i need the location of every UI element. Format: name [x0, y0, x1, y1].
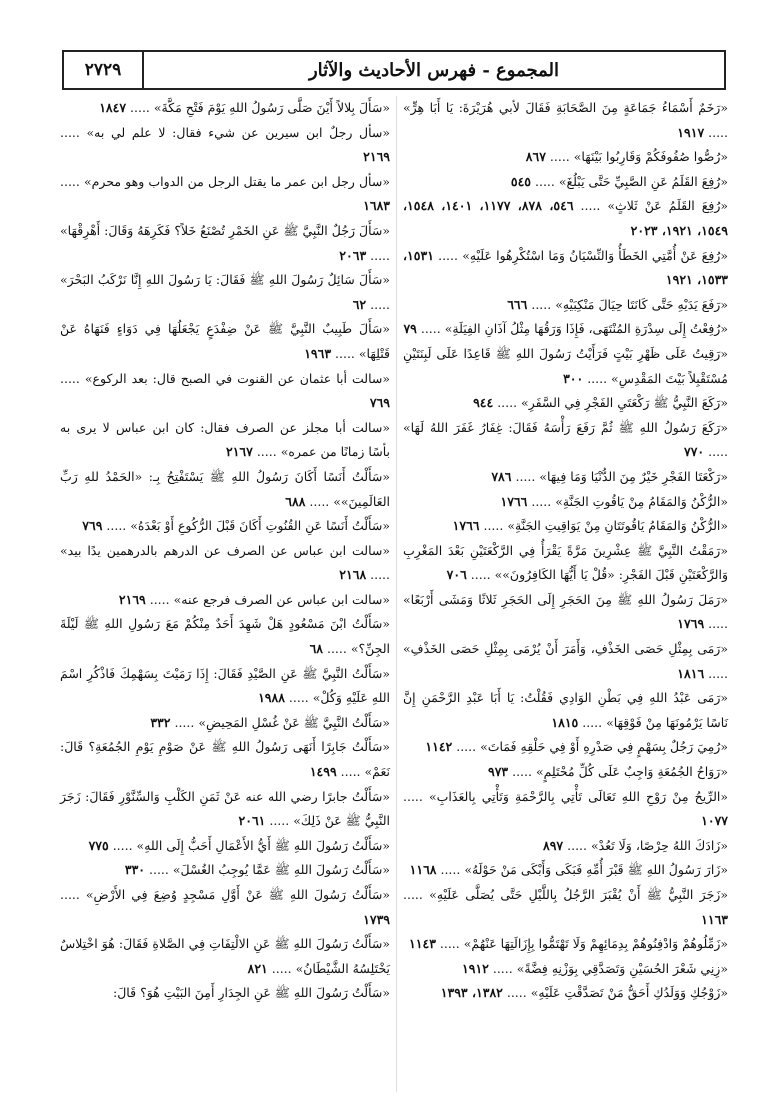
leader-dots: .....	[265, 813, 294, 829]
index-entry	[403, 145, 728, 170]
leader-dots: .....	[403, 788, 429, 804]
leader-dots: .....	[466, 567, 495, 583]
entry-text: «سَأَلْتُ أَنَسًا عَنِ القُنُوتِ أَكَانَ قَبْلَ الرُّكُوعِ أَوْ بَعْدَهُ»	[130, 518, 390, 534]
entry-text: «زِنِي شَعْرَ الحُسَيْنِ وَتَصَدَّقِي بِوَزْنِهِ فِضَّةً»	[516, 960, 728, 976]
entry-text: «رُفِعَ القَلَمُ عَنْ ثَلاثٍ»	[607, 198, 729, 214]
leader-dots: .....	[704, 616, 728, 632]
entry-reference: ٣٠٠	[563, 370, 584, 386]
entry-reference: ١٧٦٦	[500, 493, 528, 509]
leader-dots: .....	[508, 764, 536, 780]
entry-reference: ١٥٣١، ١٥٣٣، ١٩٢١	[403, 247, 728, 288]
leader-dots: .....	[323, 641, 351, 657]
index-entry	[403, 416, 728, 465]
leader-dots: .....	[267, 960, 296, 976]
leader-dots: .....	[527, 296, 556, 312]
leader-dots: .....	[704, 444, 728, 460]
leader-dots: .....	[479, 518, 508, 534]
entry-text: «سَأَلْتُ جَابِرًا أَنَهَى رَسُولُ اللهِ ﷺ عَنْ صَوْمِ يَوْمِ الجُمُعَةِ؟ قَالَ: نَعَمْ»	[60, 739, 390, 780]
entry-reference: ٧٧٥	[88, 837, 109, 853]
entry-reference: ١٤٩٩	[309, 764, 337, 780]
entry-text: «رَقِيتُ عَلَى ظَهْرِ بَيْتٍ فَرَأَيْتُ رَسُولَ اللهِ ﷺ قَاعِدًا عَلَى لَبِنَتَيْنِ مُسْتَقْبِلاً بَيْتَ المَقْدِسِ»	[403, 345, 728, 386]
entry-text: «سَأَلْتُ جابرًا رضي الله عنه عَنْ ثَمَنِ الكَلْبِ وَالسِّنَّوْرِ فَقَالَ: زَجَرَ النَّبِيُّ ﷺ عَنْ ذَلِكَ»	[60, 788, 390, 829]
entry-reference: ٧٦٩	[369, 395, 390, 411]
entry-text: «سأل رجل ابن عمر ما يقتل الرجل من الدواب وهو محرم»	[84, 173, 390, 189]
entry-reference: ٩٤٤	[473, 395, 494, 411]
entry-reference: ١٩٨٨	[258, 690, 285, 706]
entry-text: «زَمِّلُوهُمْ وَادْفِنُوهُمْ بِدِمَائِهِمْ وَلَا تَهْتَمُّوا بِإِزَالَتِهَا عَنْهُمْ»	[463, 936, 728, 952]
page-header	[62, 50, 726, 90]
index-entry	[403, 735, 728, 760]
entry-reference: ٧٦٩	[82, 518, 103, 534]
leader-dots: .....	[336, 764, 365, 780]
entry-reference: ٥٤٥	[510, 173, 532, 189]
index-entry	[60, 711, 390, 736]
leader-dots: .....	[60, 370, 85, 386]
index-entry	[60, 465, 390, 514]
index-entry	[403, 342, 728, 391]
entry-reference: ٨٦٧	[525, 149, 546, 165]
column-divider	[396, 96, 397, 1092]
leader-dots: .....	[145, 591, 174, 607]
index-entry	[403, 391, 728, 416]
leader-dots: .....	[60, 173, 84, 189]
index-entry	[403, 834, 728, 859]
index-entry	[403, 244, 728, 293]
leader-dots: .....	[126, 100, 154, 115]
index-entry	[403, 194, 728, 243]
leader-dots: .....	[433, 247, 463, 263]
leader-dots: .....	[435, 936, 464, 952]
entry-text: «رُصُّوا صُفُوفَكُمْ وَقَارِبُوا بَيْنَهَا»	[573, 149, 728, 165]
index-entry	[60, 416, 390, 465]
entry-text: «سَأَلْتُ رَسُولَ اللهِ ﷺ عَمَّا يُوجِبُ الغُسْلَ»	[172, 862, 390, 878]
entry-reference: ٧٠٦	[446, 567, 467, 583]
index-entry	[60, 514, 390, 539]
entry-text: «زَارَ رَسُولُ اللهِ ﷺ قَبْرَ أُمِّهِ فَبَكَى وَأَبْكَى مَنْ حَوْلَهُ»	[464, 862, 728, 878]
index-entry	[60, 121, 390, 170]
entry-reference: ٨٩٧	[543, 837, 564, 853]
leader-dots: .....	[366, 296, 390, 312]
entry-text: «سَأَلْتُ النَّبِيَّ ﷺ عَنِ الصَّيْدِ فَقَالَ: إِذَا رَمَيْتَ بِسَهْمِكَ فَاذْكُرِ اسْمَ اللهِ عَلَيْهِ وَكُلْ»	[60, 665, 390, 706]
entry-text: «سالت ابن عباس عن الصرف عن الدرهم بالدرهمين يدًا بيد»	[60, 542, 390, 558]
index-entry	[60, 858, 390, 883]
entry-text: «رُمِيَ رَجُلٌ بِسَهْمٍ فِي صَدْرِهِ أَوْ فِي حَلْقِهِ فَمَاتَ»	[480, 739, 728, 755]
entry-reference: ٧٧٠	[684, 444, 705, 460]
index-entry	[403, 539, 728, 588]
index-entry	[403, 760, 728, 785]
entry-text: «رَفَعَ يَدَيْهِ حَتَّى كَانَتَا حِيَالَ مَنْكِبَيْهِ»	[555, 296, 728, 312]
entry-reference: ٢٠٦١	[238, 813, 266, 829]
index-entry	[60, 883, 390, 932]
entry-text: «سَأَلْتُ رَسُولَ اللهِ ﷺ عَنْ أَوَّلِ مَسْجِدٍ وُضِعَ فِي الأَرْضِ»	[85, 887, 390, 902]
entry-reference: ٦٢	[352, 296, 367, 312]
index-entry	[403, 96, 728, 145]
leader-dots: .....	[436, 862, 465, 878]
index-entry	[60, 834, 390, 859]
entry-reference: ٨٢١	[247, 960, 268, 976]
entry-reference: ٢١٦٨	[339, 567, 367, 583]
entry-text: «الرُّكْنُ وَالمَقَامُ مِنْ يَاقُوتِ الجَنَّةِ»	[555, 493, 728, 509]
leader-dots: .....	[452, 739, 481, 755]
entry-reference: ١١٤٣	[409, 936, 436, 952]
entry-text: «رَمَلَ رَسُولُ اللهِ ﷺ مِنَ الحَجَرِ إِلَى الحَجَرِ ثَلاثًا وَمَشَى أَرْبَعًا»	[403, 591, 728, 607]
entry-reference: ١٩١٧	[677, 124, 705, 140]
leader-dots: .....	[145, 862, 173, 878]
entry-reference: ١٧٦٩	[677, 616, 705, 632]
entry-reference: ٦٦٦	[507, 296, 528, 312]
entry-reference: ١٣٨٢، ١٣٩٣	[440, 985, 503, 1001]
index-entry	[60, 317, 390, 366]
entry-text: «سَأَلَ طَبِيبٌ النَّبِيَّ ﷺ عَنْ ضِفْدَعٍ يَجْعَلُهَا فِي دَوَاءٍ فَنَهَاهُ عَنْ قَتْلِهَا»	[60, 321, 390, 361]
entry-reference: ٢١٦٩	[363, 149, 390, 165]
entry-text: «رَكَعَ النَّبِيُّ ﷺ رَكْعَتَيِ الفَجْرِ فِي السَّفَرِ»	[521, 395, 728, 411]
index-entry	[60, 219, 390, 268]
index-entry	[60, 785, 390, 834]
index-entry	[403, 465, 728, 490]
leader-dots: .....	[60, 887, 86, 902]
index-entry	[403, 957, 728, 982]
entry-reference: ١٩٦٣	[304, 345, 332, 361]
entry-text: «رَمَقْتُ النَّبِيَّ ﷺ عِشْرِينَ مَرَّةً يَقْرَأُ فِي الرَّكْعَتَيْنِ بَعْدَ المَغْرِبِ وَالرَّكْعَتَيْنِ قَبْلَ الفَجْرِ: «قُلْ يَا أَيُّهَا الكَافِرُونَ»»	[403, 542, 728, 583]
entry-text: «الرِّيحُ مِنْ رَوْحِ اللهِ تَعَالَى تَأْتِي بِالرَّحْمَةِ وَتَأْتِي بِالعَذَابِ»	[429, 788, 729, 804]
leader-dots: .....	[170, 714, 199, 730]
leader-dots: .....	[305, 493, 334, 509]
leader-dots: .....	[60, 124, 87, 140]
leader-dots: .....	[527, 493, 556, 509]
index-entry	[403, 490, 728, 515]
index-entry	[60, 170, 390, 219]
entry-text: «زَوْجُكِ وَوَلَدُكِ أَحَقُّ مَنْ تَصَدَّقْتِ عَلَيْهِ»	[530, 985, 728, 1001]
entry-text: «رَمَى عَبْدُ اللهِ فِي بَطْنِ الوَادِي فَقُلْتُ: يَا أَبَا عَبْدِ الرَّحْمَنِ إِنَّ نَاسًا يَرْمُونَهَا مِنْ فَوْقِهَا»	[403, 690, 728, 730]
entry-text: «سأل رجلٌ ابن سيرين عن شيء فقال: لا علم لي به»	[86, 124, 391, 140]
entry-reference: ١١٤٢	[425, 739, 453, 755]
index-entry	[403, 293, 728, 318]
entry-text: «سَأَلَ بِلالاً أَيْنَ صَلَّى رَسُولُ اللهِ يَوْمَ فَتْحِ مَكَّةَ»	[153, 100, 390, 115]
entry-reference: ٧٨٦	[491, 468, 512, 484]
leader-dots: .....	[502, 985, 531, 1001]
entry-reference: ١٨١٥	[551, 714, 579, 730]
entry-text: «رُفِعَ عَنْ أُمَّتِي الخَطَأُ وَالنِّسْيَانُ وَمَا اسْتُكْرِهُوا عَلَيْهِ»	[462, 247, 728, 263]
entry-reference: ٧٩	[403, 321, 417, 337]
entry-reference: ١٨٤٧	[99, 100, 127, 115]
entry-text: «سَأَلْتُ رَسُولَ اللهِ ﷺ أَيُّ الأَعْمَالِ أَحَبُّ إِلَى اللهِ»	[136, 837, 390, 853]
entry-reference: ١١٦٨	[409, 862, 437, 878]
leader-dots: .....	[331, 345, 359, 361]
entry-reference: ٦٨٨	[285, 493, 306, 509]
leader-dots: .....	[416, 321, 445, 337]
leader-dots: .....	[704, 124, 728, 140]
leader-dots: .....	[531, 173, 559, 189]
entry-text: «رُفِعَ القَلَمُ عَنِ الصَّبِيِّ حَتَّى يَبْلُغَ»	[558, 173, 728, 189]
leader-dots: .....	[252, 444, 281, 460]
leader-dots: .....	[366, 567, 390, 583]
index-entry	[403, 785, 728, 834]
index-entry	[60, 588, 390, 613]
entry-text: «سَأَلْتُ رَسُولَ اللهِ ﷺ عَنِ الجِدَارِ أَمِنَ البَيْتِ هُوَ؟ قَالَ:	[113, 985, 390, 1001]
index-entry	[403, 981, 728, 1006]
leader-dots: .....	[488, 960, 517, 976]
entry-text: «سَأَلْتُ أَنَسًا أَكَانَ رَسُولُ اللهِ ﷺ يَسْتَفْتِحُ بِـ: «الحَمْدُ للهِ رَبِّ العَالَمِينَ»»	[60, 468, 390, 509]
leader-dots: .....	[578, 714, 607, 730]
entry-text: «سَأَلْتُ رَسُولَ اللهِ ﷺ عَنِ الالْتِفَاتِ فِي الصَّلاةِ فَقَالَ: هُوَ اخْتِلاسٌ يَخْتَلِسُهُ الشَّيْطَانُ»	[60, 936, 390, 976]
entry-reference: ٢١٦٩	[118, 591, 146, 607]
entry-text: «زَجَرَ النَّبِيُّ ﷺ أَنْ يُقْبَرَ الرَّجُلُ بِاللَّيْلِ حَتَّى يُصَلَّى عَلَيْهِ»	[429, 887, 728, 902]
leader-dots: .....	[493, 395, 522, 411]
index-entry	[60, 96, 390, 121]
entry-text: «سَأَلْتُ النَّبِيَّ ﷺ عَنْ غُسْلِ المَحِيضِ»	[198, 714, 390, 730]
index-entry	[403, 686, 728, 735]
leader-dots: .....	[545, 149, 574, 165]
entry-reference: ٦٨	[309, 641, 324, 657]
page-title: المجموع - فهرس الأحاديث والآثار	[308, 59, 560, 81]
entry-text: «رَكْعَتَا الفَجْرِ خَيْرٌ مِنَ الدُّنْيَا وَمَا فِيهَا»	[539, 468, 728, 484]
index-entry	[60, 268, 390, 317]
entry-reference: ١٠٧٧	[701, 813, 728, 829]
leader-dots: .....	[366, 247, 390, 263]
entry-reference: ٩٧٣	[487, 764, 509, 780]
right-column	[403, 96, 728, 1006]
entry-text: «سالت ابن عباس عن الصرف فرجع عنه»	[173, 591, 390, 607]
index-entry	[60, 612, 390, 661]
index-entry	[403, 637, 728, 686]
entry-text: «سَأَلَ سَائِلٌ رَسُولَ اللهِ ﷺ فَقَالَ: يَا رَسُولَ اللهِ إِنَّا نَرْكَبُ البَحْرَ»	[60, 272, 390, 288]
entry-reference: ١٩١٢	[462, 960, 489, 976]
index-entry	[403, 514, 728, 539]
leader-dots: .....	[403, 887, 430, 902]
entry-reference: ٢١٦٧	[226, 444, 253, 460]
entry-text: «سالت أبا عثمان عن القنوت في الصبح قال: بعد الركوع»	[84, 370, 390, 386]
entry-reference: ١١٦٣	[701, 911, 728, 927]
index-entry	[60, 735, 390, 784]
leader-dots: .....	[102, 518, 131, 534]
entry-text: «رُفِعْتُ إِلَى سِدْرَةِ المُنْتَهَى، فَإِذَا وَرَقُهَا مِثْلُ آذَانِ الفِيَلَةِ»	[444, 321, 728, 337]
left-column	[60, 96, 390, 1006]
entry-reference: ١٦٨٣	[363, 198, 390, 214]
entry-text: «سَأَلْتُ ابْنَ مَسْعُودٍ هَلْ شَهِدَ أَحَدٌ مِنْكُمْ مَعَ رَسُولِ اللهِ ﷺ لَيْلَةَ الجِنِّ؟»	[60, 616, 390, 657]
entry-text: «رَكَعَ رَسُولُ اللهِ ﷺ ثُمَّ رَفَعَ رَأْسَهُ فَقَالَ: غِفَارُ غَفَرَ اللهُ لَهَا»	[403, 419, 728, 435]
index-entry	[403, 170, 728, 195]
entry-reference: ٥٤٦، ٨٧٨، ١١٧٧، ١٤٠١، ١٥٤٨، ١٥٤٩، ١٩٢١، ٢٠٢٣	[403, 198, 728, 238]
entry-text: «الرُّكْنُ وَالمَقَامُ يَاقُوتَتَانِ مِنْ يَوَاقِيتِ الجَنَّةِ»	[507, 518, 728, 534]
entry-text: «زَادَكَ اللهُ حِرْصًا، وَلَا تَعُدْ»	[590, 837, 728, 853]
page-number: ٢٧٢٩	[64, 52, 144, 88]
entry-text: «رَوَاحُ الجُمُعَةِ وَاجِبٌ عَلَى كُلِّ مُحْتَلِمٍ»	[535, 764, 728, 780]
leader-dots: .....	[108, 837, 137, 853]
entry-reference: ٣٣٢	[150, 714, 171, 730]
entry-reference: ٣٣٠	[124, 862, 146, 878]
leader-dots: .....	[284, 690, 313, 706]
entry-text: «رَخَمٌ أَسْمَاءُ جَمَاعَةٍ مِنَ الصَّحَابَةِ فَقَالَ لأبي هُرَيْرَةَ: يَا أَبَا هِرٍّ»	[403, 100, 728, 115]
entry-reference: ٢٠٦٣	[339, 247, 367, 263]
entry-reference: ١٨١٦	[677, 665, 705, 681]
index-entry	[403, 858, 728, 883]
index-entry	[60, 932, 390, 981]
entry-reference: ١٧٣٩	[363, 911, 390, 927]
leader-dots: .....	[583, 370, 612, 386]
entry-reference: ١٧٦٦	[452, 518, 480, 534]
index-entry	[60, 662, 390, 711]
index-entry	[403, 932, 728, 957]
leader-dots: .....	[704, 665, 728, 681]
index-entry	[403, 317, 728, 342]
leader-dots: .....	[573, 198, 608, 214]
entry-text: «سَأَلَ رَجُلٌ النَّبِيَّ ﷺ عَنِ الخَمْرِ تُصْنَعُ خَلاً؟ فَكَرِهَهُ وَقَالَ: أَهْرِقْهَا»	[60, 222, 390, 238]
entry-text: «سالت أبا مجلز عن الصرف فقال: كان ابن عباس لا يرى به بأسًا زمانًا من عمره»	[60, 419, 390, 460]
index-entry	[60, 539, 390, 588]
leader-dots: .....	[511, 468, 540, 484]
index-entry	[60, 367, 390, 416]
index-entry	[403, 588, 728, 637]
leader-dots: .....	[563, 837, 591, 853]
index-entry	[403, 883, 728, 932]
index-entry	[60, 981, 390, 1006]
entry-text: «رَمَى بِمِثْلِ حَصَى الخَذْفِ، وَأَمَرَ أَنْ يُرْمَى بِمِثْلِ حَصَى الخَذْفِ»	[403, 641, 728, 657]
